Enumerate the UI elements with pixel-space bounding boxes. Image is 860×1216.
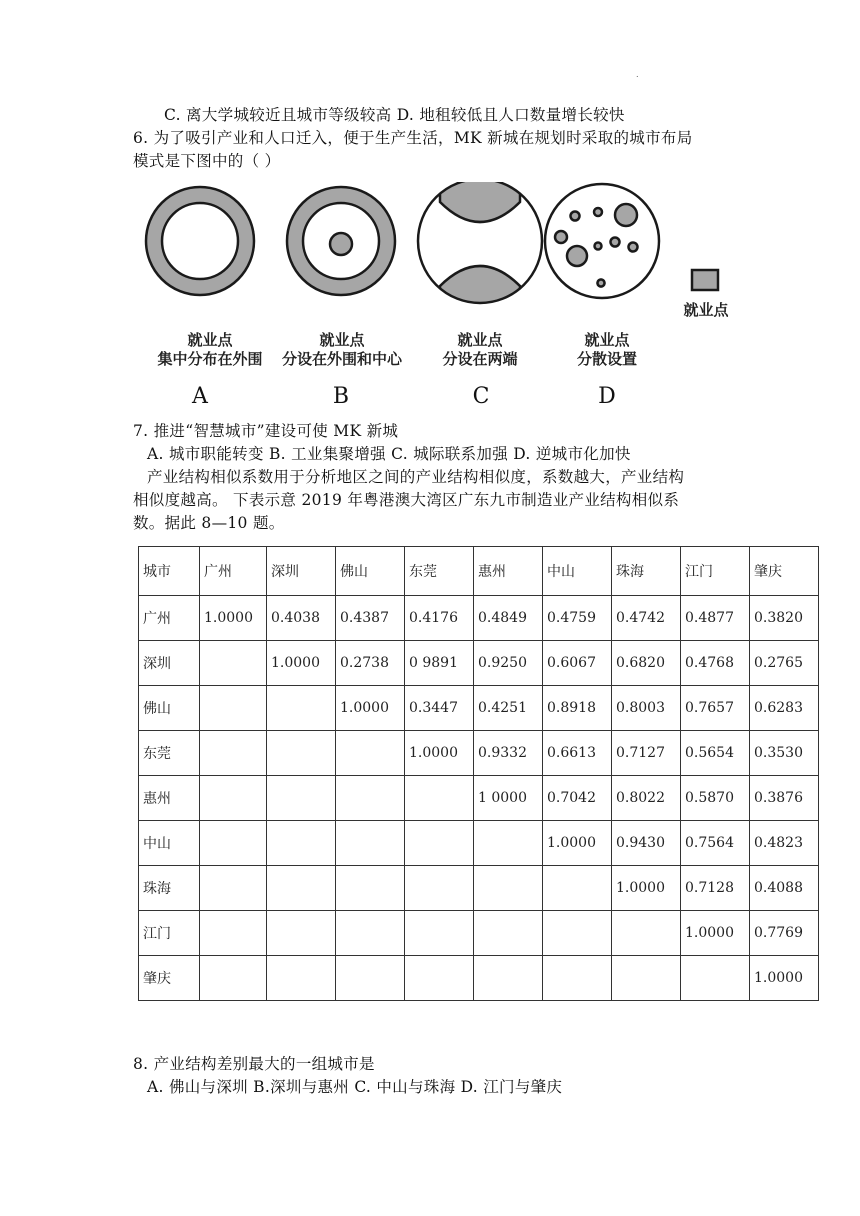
column-header-cell: 惠州 [474, 547, 543, 596]
value-cell: 1.0000 [405, 731, 474, 776]
value-cell: 0.7127 [612, 731, 681, 776]
legend-swatch [692, 270, 718, 290]
value-cell: 0.8918 [543, 686, 612, 731]
layout-diagrams [140, 182, 740, 414]
value-cell: 0.4387 [336, 596, 405, 641]
row-header-cell: 惠州 [139, 776, 200, 821]
value-cell [267, 956, 336, 1001]
value-cell: 0.7769 [750, 911, 819, 956]
value-cell [336, 776, 405, 821]
value-cell [267, 776, 336, 821]
question6-stem-line2: 模式是下图中的（ ） [133, 152, 281, 170]
value-cell [267, 821, 336, 866]
value-cell: 0.5654 [681, 731, 750, 776]
value-cell [405, 821, 474, 866]
inner-core-a [162, 203, 238, 279]
table-row [139, 821, 819, 866]
value-cell: 0.4759 [543, 596, 612, 641]
value-cell [200, 686, 267, 731]
value-cell [543, 866, 612, 911]
value-cell [474, 821, 543, 866]
question8-stem: 8. 产业结构差别最大的一组城市是 [133, 1055, 375, 1073]
value-cell: 0.6613 [543, 731, 612, 776]
spot-d1 [571, 212, 580, 221]
table-row [139, 776, 819, 821]
caption-c: 就业点 分设在两端 [442, 331, 518, 368]
value-cell: 0.8022 [612, 776, 681, 821]
question6-stem-line1: 6. 为了吸引产业和人口迁入，便于生产生活，MK 新城在规划时采取的城市布局 [133, 129, 693, 147]
value-cell [336, 731, 405, 776]
value-cell: 0.7128 [681, 866, 750, 911]
value-cell [474, 956, 543, 1001]
city-layout-figures [140, 182, 740, 414]
row-header-cell: 珠海 [139, 866, 200, 911]
value-cell: 0.9250 [474, 641, 543, 686]
option-c-letter: C [472, 384, 490, 409]
table-row [139, 641, 819, 686]
option-b-letter: B [332, 384, 350, 409]
value-cell [543, 911, 612, 956]
value-cell [200, 641, 267, 686]
table-row [139, 731, 819, 776]
page-mark: . [636, 70, 639, 79]
question8-options: A. 佛山与深圳 B.深圳与惠州 C. 中山与珠海 D. 江门与肇庆 [147, 1078, 563, 1096]
value-cell [336, 866, 405, 911]
table-corner-cell: 城市 [139, 547, 200, 596]
value-cell [200, 956, 267, 1001]
value-cell [267, 731, 336, 776]
value-cell: 0.6283 [750, 686, 819, 731]
similarity-table [138, 546, 819, 1001]
value-cell: 0.4088 [750, 866, 819, 911]
passage-line3: 数。据此 8—10 题。 [133, 514, 285, 532]
value-cell [336, 956, 405, 1001]
value-cell: 1.0000 [200, 596, 267, 641]
value-cell: 0.4877 [681, 596, 750, 641]
column-header-cell: 深圳 [267, 547, 336, 596]
spot-d4 [555, 231, 567, 243]
value-cell [681, 956, 750, 1001]
table-row [139, 911, 819, 956]
row-header-cell: 佛山 [139, 686, 200, 731]
value-cell [200, 821, 267, 866]
table-header-row [139, 547, 819, 596]
value-cell: 0 9891 [405, 641, 474, 686]
caption-a: 就业点 集中分布在外围 [157, 331, 263, 368]
value-cell: 0.4038 [267, 596, 336, 641]
column-header-cell: 江门 [681, 547, 750, 596]
table-row [139, 686, 819, 731]
value-cell: 1.0000 [543, 821, 612, 866]
column-header-cell: 珠海 [612, 547, 681, 596]
spot-d8 [629, 243, 638, 252]
option-a-diagram [146, 187, 254, 295]
question5-options-cd: C. 离大学城较近且城市等级较高 D. 地租较低且人口数量增长较快 [164, 106, 625, 124]
value-cell: 0.7657 [681, 686, 750, 731]
value-cell [543, 956, 612, 1001]
caption-d: 就业点 分散设置 [576, 331, 637, 368]
value-cell [612, 911, 681, 956]
center-spot-b [330, 233, 352, 255]
value-cell [405, 866, 474, 911]
spot-d2 [594, 208, 602, 216]
value-cell: 0.4823 [750, 821, 819, 866]
value-cell [267, 866, 336, 911]
value-cell: 0.9430 [612, 821, 681, 866]
spot-d6 [595, 243, 602, 250]
question7-options: A. 城市职能转变 B. 工业集聚增强 C. 城际联系加强 D. 逆城市化加快 [147, 445, 631, 463]
value-cell: 1.0000 [612, 866, 681, 911]
value-cell: 1.0000 [750, 956, 819, 1001]
value-cell: 0.5870 [681, 776, 750, 821]
spot-d10 [598, 280, 605, 287]
value-cell [405, 776, 474, 821]
spot-d7 [611, 238, 620, 247]
table-row [139, 866, 819, 911]
row-header-cell: 江门 [139, 911, 200, 956]
caption-b: 就业点 分设在外围和中心 [281, 331, 402, 368]
value-cell [200, 866, 267, 911]
value-cell: 0.2738 [336, 641, 405, 686]
value-cell: 0.4768 [681, 641, 750, 686]
value-cell [405, 956, 474, 1001]
value-cell [474, 866, 543, 911]
value-cell: 0.6820 [612, 641, 681, 686]
row-header-cell: 肇庆 [139, 956, 200, 1001]
row-header-cell: 深圳 [139, 641, 200, 686]
value-cell [336, 821, 405, 866]
passage-line2: 相似度越高。 下表示意 2019 年粤港澳大湾区广东九市制造业产业结构相似系 [133, 491, 680, 509]
value-cell [474, 911, 543, 956]
option-d-diagram [545, 184, 659, 298]
value-cell: 0.6067 [543, 641, 612, 686]
value-cell: 0.7042 [543, 776, 612, 821]
column-header-cell: 佛山 [336, 547, 405, 596]
value-cell: 1.0000 [336, 686, 405, 731]
passage-line1: 产业结构相似系数用于分析地区之间的产业结构相似度，系数越大，产业结构 [147, 468, 685, 486]
legend-label: 就业点 [683, 301, 729, 319]
option-d-letter: D [598, 384, 616, 409]
value-cell: 1.0000 [681, 911, 750, 956]
spot-d3 [615, 204, 637, 226]
column-header-cell: 肇庆 [750, 547, 819, 596]
value-cell: 1 0000 [474, 776, 543, 821]
value-cell [405, 911, 474, 956]
value-cell [612, 956, 681, 1001]
value-cell: 0.4849 [474, 596, 543, 641]
option-a-letter: A [192, 384, 208, 409]
value-cell [336, 911, 405, 956]
value-cell: 0.3447 [405, 686, 474, 731]
column-header-cell: 中山 [543, 547, 612, 596]
column-header-cell: 广州 [200, 547, 267, 596]
value-cell [200, 911, 267, 956]
value-cell: 0.3820 [750, 596, 819, 641]
value-cell [267, 686, 336, 731]
value-cell: 0.4742 [612, 596, 681, 641]
row-header-cell: 中山 [139, 821, 200, 866]
column-header-cell: 东莞 [405, 547, 474, 596]
table-row [139, 596, 819, 641]
option-b-diagram [287, 187, 395, 295]
value-cell: 0.4176 [405, 596, 474, 641]
option-c-diagram [418, 182, 542, 305]
table-row [139, 956, 819, 1001]
value-cell: 0.3530 [750, 731, 819, 776]
value-cell: 0.8003 [612, 686, 681, 731]
value-cell [200, 776, 267, 821]
row-header-cell: 东莞 [139, 731, 200, 776]
value-cell: 0.9332 [474, 731, 543, 776]
value-cell: 0.7564 [681, 821, 750, 866]
question7-stem: 7. 推进“智慧城市”建设可使 MK 新城 [133, 422, 399, 440]
spot-d5 [567, 246, 587, 266]
value-cell: 0.4251 [474, 686, 543, 731]
value-cell: 1.0000 [267, 641, 336, 686]
value-cell [267, 911, 336, 956]
row-header-cell: 广州 [139, 596, 200, 641]
value-cell: 0.3876 [750, 776, 819, 821]
value-cell: 0.2765 [750, 641, 819, 686]
value-cell [200, 731, 267, 776]
